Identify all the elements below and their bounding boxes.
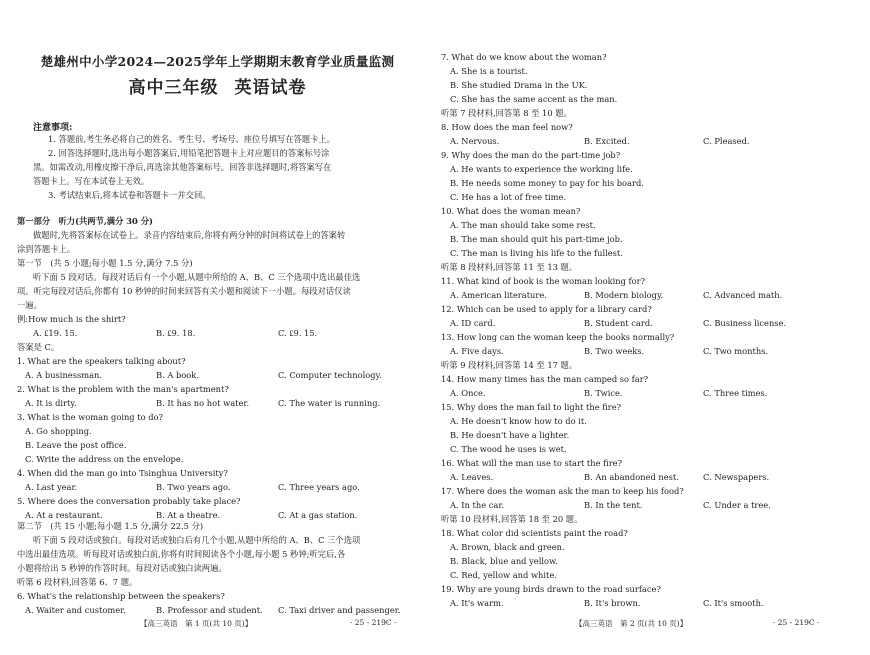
option: C. Two months. [703, 346, 769, 356]
option: A. Leaves. [450, 472, 494, 482]
notice-line: 黑。如需改动,用橡皮擦干净后,再选涂其他答案标号。回答非选择题时,将答案写在 [33, 162, 332, 172]
option: B. Modern biology. [584, 290, 664, 300]
option: C. Write the address on the envelope. [25, 454, 184, 464]
option: A. The man should take some rest. [450, 220, 596, 230]
option: A. It's warm. [450, 598, 504, 608]
page-1-footer-code: · 25 - 219C · [350, 618, 397, 627]
question-stem: 7. What do we know about the woman? [441, 52, 607, 62]
notice-line: 1. 答题前,考生务必将自己的姓名、考生号、考场号、座位号填写在答题卡上。 [48, 134, 335, 144]
option: C. She has the same accent as the man. [450, 94, 618, 104]
option: B. A book. [156, 370, 199, 380]
option: A. American literature. [450, 290, 547, 300]
option: A. Once. [450, 388, 486, 398]
option: A. Brown, black and green. [450, 542, 565, 552]
option: B. Excited. [584, 136, 630, 146]
page-1-footer-label: 【高三英语 第 1 页(共 10 页)】 [140, 619, 253, 628]
option: A. She is a tourist. [450, 66, 528, 76]
option: C. Business license. [703, 318, 787, 328]
question-stem: 3. What is the woman going to do? [17, 412, 163, 422]
question-stem: 8. How does the man feel now? [441, 122, 573, 132]
option: C. Under a tree. [703, 500, 771, 510]
option: C. Computer technology. [278, 370, 382, 380]
option: B. Two years ago. [156, 482, 231, 492]
question-stem: 16. What will the man use to start the fire? [441, 458, 623, 468]
question-stem: 10. What does the woman mean? [441, 206, 581, 216]
option: A. It is dirty. [25, 398, 77, 408]
page-2 [435, 0, 870, 655]
section1-intro-line: 一遍。 [17, 300, 42, 310]
question-stem: 5. Where does the conversation probably take place? [17, 496, 241, 506]
question-stem: 14. How many times has the man camped so far? [441, 374, 649, 384]
example-answer: 答案是 C。 [17, 342, 60, 352]
example-question: 例:How much is the shirt? [17, 314, 126, 324]
question-stem: 17. Where does the woman ask the man to keep his food? [441, 486, 684, 496]
option: B. Professor and student. [156, 605, 263, 615]
exam-subtitle [0, 73, 435, 98]
part1-intro-line: 涂到答题卡上。 [17, 244, 76, 254]
question-stem: 9. Why does the man do the part-time job? [441, 150, 621, 160]
option: A. Five days. [450, 346, 504, 356]
material-label: 听第 9 段材料,回答第 14 至 17 题。 [441, 360, 578, 370]
notice-heading: 注意事项: [33, 123, 73, 133]
option: A. A businessman. [25, 370, 103, 380]
section2-intro-line: 小题将给出 5 秒钟的作答时间。每段对话或独白读两遍。 [17, 563, 227, 573]
section2-heading: 第二节 (共 15 小题;每小题 1.5 分,满分 22.5 分) [17, 521, 204, 531]
option: C. Three times. [703, 388, 768, 398]
question-stem: 2. What is the problem with the man's apartment? [17, 384, 229, 394]
section2-intro-line: 中选出最佳选项。听每段对话或独白前,你将有时间阅读各个小题,每小题 5 秒钟;听完后,各 [17, 549, 346, 559]
option: A. Nervous. [450, 136, 500, 146]
notice-line: 3. 考试结束后,将本试卷和答题卡一并交回。 [48, 190, 211, 200]
subject-label: 英语试卷 [234, 78, 307, 98]
option: C. The water is running. [278, 398, 381, 408]
option: C. It's smooth. [703, 598, 764, 608]
option: B. The man should quit his part-time job. [450, 234, 623, 244]
material-label: 听第 7 段材料,回答第 8 至 10 题。 [441, 108, 572, 118]
option: C. Advanced math. [703, 290, 783, 300]
option: A. Go shopping. [25, 426, 92, 436]
option: B. It has no hot water. [156, 398, 250, 408]
question-stem: 11. What kind of book is the woman looking for? [441, 276, 646, 286]
option: B. Two weeks. [584, 346, 645, 356]
notice-line: 答题卡上。写在本试卷上无效。 [33, 176, 150, 186]
question-stem: 1. What are the speakers talking about? [17, 356, 186, 366]
option: B. Student card. [584, 318, 653, 328]
question-stem: 12. Which can be used to apply for a library card? [441, 304, 652, 314]
option: B. He doesn't have a lighter. [450, 430, 570, 440]
option: A. ID card. [450, 318, 496, 328]
option: B. She studied Drama in the UK. [450, 80, 588, 90]
page-2-footer-label: 【高三英语 第 2 页(共 10 页)】 [575, 619, 688, 628]
option: C. The wood he uses is wet. [450, 444, 567, 454]
option: C. Taxi driver and passenger. [278, 605, 401, 615]
option: C. Red, yellow and white. [450, 570, 557, 580]
option: A. He wants to experience the working life. [450, 164, 633, 174]
section2-intro-line: 听下面 5 段对话或独白。每段对话或独白后有几个小题,从题中所给的 A、B、C 三个选项 [33, 535, 361, 545]
section1-intro-line: 项。听完每段对话后,你都有 10 秒钟的时间来回答有关小题和阅读下一小题。每段对话仅读 [17, 286, 351, 296]
example-option: A. ₤19. 15. [33, 328, 78, 338]
example-option: B. ₤9. 18. [156, 328, 196, 338]
option: C. Three years ago. [278, 482, 360, 492]
question-stem: 18. What color did scientists paint the road? [441, 528, 628, 538]
option: B. An abandoned nest. [584, 472, 679, 482]
option: B. At a theatre. [156, 510, 221, 520]
section1-heading: 第一节 (共 5 小题;每小题 1.5 分,满分 7.5 分) [17, 258, 193, 268]
option: B. It's brown. [584, 598, 641, 608]
material-label: 听第 6 段材料,回答第 6、7 题。 [17, 577, 138, 587]
option: A. Waiter and customer. [25, 605, 126, 615]
material-label: 听第 8 段材料,回答第 11 至 13 题。 [441, 262, 578, 272]
section1-intro-line: 听下面 5 段对话。每段对话后有一个小题,从题中所给的 A、B、C 三个选项中选出最佳选 [33, 272, 361, 282]
option: B. Black, blue and yellow. [450, 556, 558, 566]
option: B. He needs some money to pay for his board. [450, 178, 644, 188]
page-2-footer-code: · 25 - 219C · [773, 618, 820, 627]
question-stem: 15. Why does the man fail to light the fire? [441, 402, 622, 412]
option: B. Twice. [584, 388, 623, 398]
exam-title: 楚雄州中小学2024—2025学年上学期期末教育学业质量监测 [40, 54, 395, 69]
option: A. At a restaurant. [25, 510, 103, 520]
question-stem: 19. Why are young birds drawn to the road surface? [441, 584, 661, 594]
option: B. Leave the post office. [25, 440, 127, 450]
option: C. Newspapers. [703, 472, 770, 482]
option: C. At a gas station. [278, 510, 358, 520]
option: B. In the tent. [584, 500, 643, 510]
example-option: C. ₤9. 15. [278, 328, 318, 338]
material-label: 听第 10 段材料,回答第 18 至 20 题。 [441, 514, 583, 524]
option: C. He has a lot of free time. [450, 192, 567, 202]
option: A. In the car. [450, 500, 505, 510]
option: C. Pleased. [703, 136, 750, 146]
question-stem: 6. What's the relationship between the speakers? [17, 591, 225, 601]
option: A. Last year. [25, 482, 78, 492]
question-stem: 4. When did the man go into Tsinghua University? [17, 468, 228, 478]
notice-line: 2. 回答选择题时,选出每小题答案后,用铅笔把答题卡上对应题目的答案标号涂 [48, 148, 330, 158]
part1-heading: 第一部分 听力(共两节,满分 30 分) [17, 216, 153, 226]
question-stem: 13. How long can the woman keep the books normally? [441, 332, 675, 342]
part1-intro-line: 做题时,先将答案标在试卷上。录音内容结束后,你将有两分钟的时间将试卷上的答案转 [33, 230, 346, 240]
option: A. He doesn't know how to do it. [450, 416, 587, 426]
grade-label: 高中三年级 [128, 78, 219, 98]
option: C. The man is living his life to the fullest. [450, 248, 623, 258]
